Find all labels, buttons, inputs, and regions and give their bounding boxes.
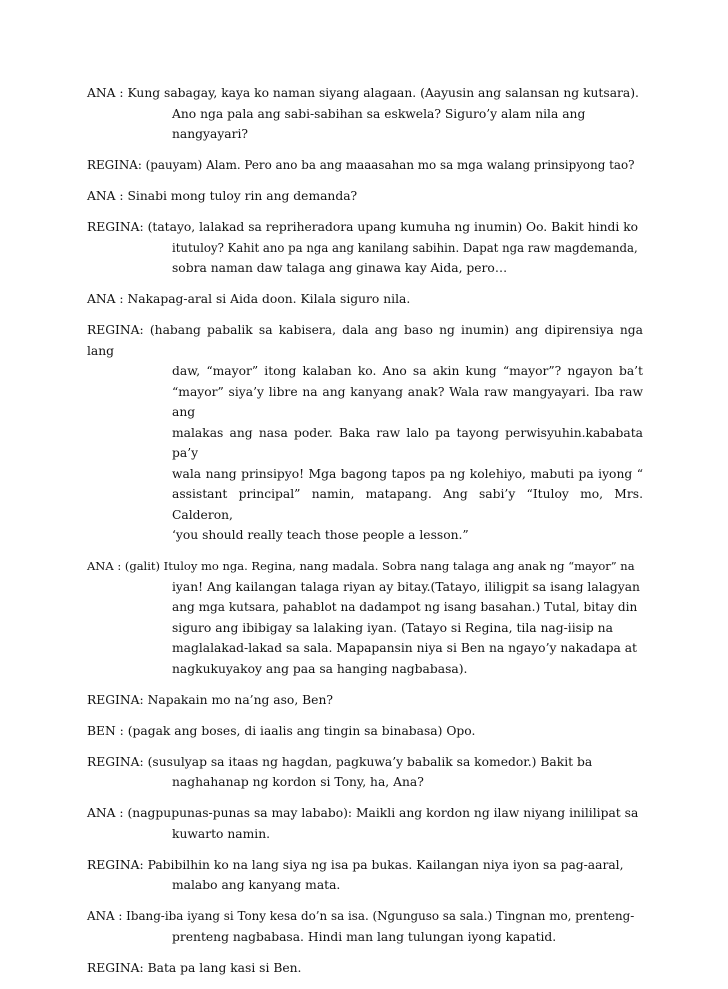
dialogue-ana-1	[87, 83, 643, 145]
dialogue-line: REGINA: (habang pabalik sa kabisera, dala ang baso ng inumin) ang dipirensiya nga lang	[87, 323, 643, 358]
dialogue-regina-3	[87, 320, 643, 546]
dialogue-line: REGINA: (pauyam) Alam. Pero ano ba ang maaasahan mo sa mga walang prinsipyong tao?	[87, 158, 635, 172]
script-page	[87, 83, 643, 989]
dialogue-line: daw, “mayor” itong kalaban ko. Ano sa akin kung “mayor”? ngayon ba’t	[172, 364, 643, 378]
dialogue-line: nagkukuyakoy ang paa sa hanging nagbabasa).	[172, 661, 468, 676]
dialogue-regina-1	[87, 155, 643, 176]
dialogue-regina-2	[87, 217, 643, 279]
dialogue-line: wala nang prinsipyo! Mga bagong tapos pa ng kolehiyo, mabuti pa iyong “	[172, 466, 643, 481]
dialogue-line: iyan! Ang kailangan talaga riyan ay bitay.(Tatayo, ililigpit sa isang lalagyan	[172, 579, 640, 594]
dialogue-line: nangyayari?	[172, 127, 249, 141]
dialogue-line: Ano nga pala ang sabi-sabihan sa eskwela? Siguro’y alam nila ang	[172, 106, 586, 121]
dialogue-line: ‘you should really teach those people a lesson.”	[172, 528, 469, 542]
dialogue-line: ANA : Nakapag-aral si Aida doon. Kilala siguro nila.	[87, 292, 411, 306]
dialogue-line: ANA : (nagpupunas-punas sa may lababo): Maikli ang kordon ng ilaw niyang inililipat sa	[87, 806, 639, 820]
dialogue-ana-2	[87, 186, 643, 207]
dialogue-line: assistant principal” namin, matapang. Ang sabi’y “Ituloy mo, Mrs. Calderon,	[172, 487, 643, 522]
dialogue-line: ANA : (galit) Ituloy mo nga. Regina, nang madala. Sobra nang talaga ang anak ng “mayor” na	[87, 559, 635, 573]
dialogue-line: REGINA: Napakain mo na’ng aso, Ben?	[87, 692, 333, 707]
dialogue-regina-6	[87, 855, 643, 896]
dialogue-regina-5	[87, 752, 643, 793]
dialogue-ana-3	[87, 289, 643, 310]
dialogue-regina-4	[87, 690, 643, 711]
dialogue-line: malabo ang kanyang mata.	[172, 878, 341, 892]
dialogue-line: REGINA: (susulyap sa itaas ng hagdan, pagkuwa’y babalik sa komedor.) Bakit ba	[87, 754, 593, 769]
dialogue-line: itutuloy? Kahit ano pa nga ang kanilang sabihin. Dapat nga raw magdemanda,	[172, 240, 638, 255]
dialogue-line: REGINA: Bata pa lang kasi si Ben.	[87, 960, 302, 975]
dialogue-line: “mayor” siya’y libre na ang kanyang anak? Wala raw mangyayari. Iba raw ang	[172, 384, 643, 419]
dialogue-line: malakas ang nasa poder. Baka raw lalo pa tayong perwisyuhin.kababata pa’y	[172, 425, 643, 460]
dialogue-line: ANA : Kung sabagay, kaya ko naman siyang alagaan. (Aayusin ang salansan ng kutsara).	[87, 86, 639, 100]
dialogue-line: maglalakad-lakad sa sala. Mapapansin niya si Ben na ngayo’y nakadapa at	[172, 641, 637, 655]
dialogue-line: naghahanap ng kordon si Tony, ha, Ana?	[172, 775, 424, 789]
dialogue-ben-1	[87, 721, 643, 742]
dialogue-line: ANA : Sinabi mong tuloy rin ang demanda?	[87, 189, 358, 203]
dialogue-ana-4	[87, 556, 643, 679]
dialogue-line: ang mga kutsara, pahablot na dadampot ng isang basahan.) Tutal, bitay din	[172, 600, 638, 614]
dialogue-ana-6	[87, 906, 643, 947]
dialogue-line: prenteng nagbabasa. Hindi man lang tulungan iyong kapatid.	[172, 929, 557, 944]
dialogue-line: sobra naman daw talaga ang ginawa kay Aida, pero…	[172, 261, 508, 275]
dialogue-line: kuwarto namin.	[172, 826, 271, 841]
dialogue-line: siguro ang ibibigay sa lalaking iyan. (Tatayo si Regina, tila nag-iisip na	[172, 620, 613, 635]
dialogue-regina-7	[87, 958, 643, 979]
dialogue-line: REGINA: Pabibilhin ko na lang siya ng isa pa bukas. Kailangan niya iyon sa pag-aaral,	[87, 857, 624, 872]
dialogue-line: REGINA: (tatayo, lalakad sa repriheradora upang kumuha ng inumin) Oo. Bakit hindi ko	[87, 220, 639, 234]
dialogue-ana-5	[87, 803, 643, 844]
dialogue-line: ANA : Ibang-iba iyang si Tony kesa do’n sa isa. (Ngunguso sa sala.) Tingnan mo, prenteng-	[87, 909, 635, 923]
dialogue-line: BEN : (pagak ang boses, di iaalis ang tingin sa binabasa) Opo.	[87, 723, 476, 738]
